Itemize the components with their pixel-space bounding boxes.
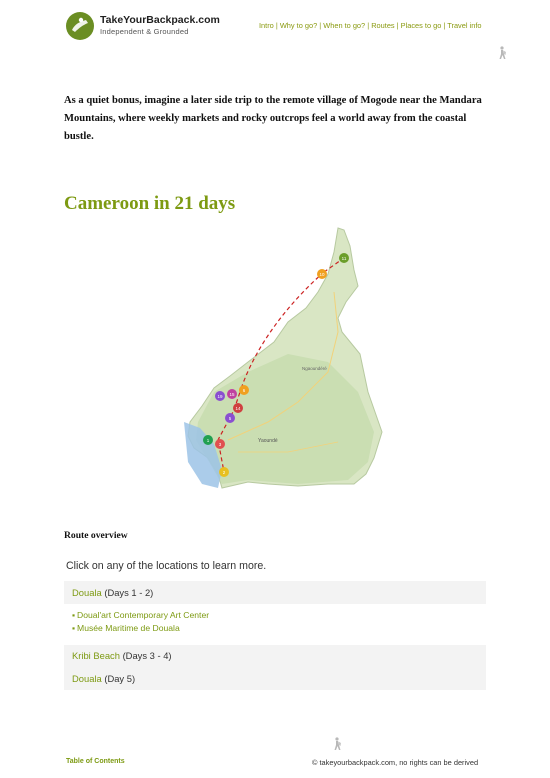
route-stop[interactable] [64,667,486,690]
hiker-icon [331,737,343,751]
svg-text:19: 19 [217,394,223,399]
nav-places-to-go[interactable]: Places to go [400,21,442,30]
map-marker[interactable] [339,253,349,263]
hiker-icon [496,46,508,60]
nav-travel-info[interactable]: Travel info [447,21,482,30]
route-map[interactable] [178,222,388,510]
route-hint: Click on any of the locations to learn more. [66,560,267,572]
brand-tagline: Independent & Grounded [100,27,189,36]
map-marker[interactable] [215,391,225,401]
stop-place-link[interactable]: Kribi Beach [72,650,120,661]
stop-place-link[interactable]: Douala [72,587,102,598]
svg-text:6: 6 [242,388,246,393]
map-marker[interactable] [203,435,213,445]
map-marker[interactable] [317,269,327,279]
map-marker[interactable] [239,385,249,395]
svg-text:15: 15 [229,392,235,397]
subitem-link[interactable]: ▪ Musée Maritime de Douala [72,623,180,633]
bullet-icon: ▪ [72,610,76,620]
bullet-icon: ▪ [72,623,76,633]
svg-text:14: 14 [235,406,241,411]
section-title: Cameroon in 21 days [64,193,236,214]
nav-when-to-go[interactable]: When to go? [323,21,366,30]
svg-text:5: 5 [228,416,232,421]
stop-subitems [72,609,209,635]
route-overview-heading: Route overview [64,530,128,541]
copyright-text: © takeyourbackpack.com, no rights can be derived [312,758,479,767]
nav-why-to-go[interactable]: Why to go? [279,21,318,30]
route-stop[interactable] [64,645,486,667]
map-marker[interactable] [215,439,225,449]
map-label-yaounde: Yaoundé [258,438,278,444]
map-marker[interactable] [219,467,229,477]
svg-text:10: 10 [319,272,325,277]
brand-name[interactable]: TakeYourBackpack.com [100,14,220,26]
stop-days: (Day 5) [104,673,136,684]
map-label-ngaoundere: Ngaoundéré [302,366,327,371]
stop-place-link[interactable]: Douala [72,673,102,684]
svg-text:2: 2 [222,470,226,475]
subitem-link[interactable]: ▪ Doual'art Contemporary Art Center [72,610,210,620]
top-navigation: Intro | Why to go? | When to go? | Routes | Places to go | Travel info [259,21,482,30]
table-of-contents-link[interactable]: Table of Contents [66,758,125,765]
svg-text:3: 3 [218,442,222,447]
map-marker[interactable] [225,413,235,423]
route-stop[interactable] [64,581,486,604]
map-marker[interactable] [227,389,237,399]
logo-icon[interactable] [66,12,94,40]
stop-days: (Days 3 - 4) [122,650,172,661]
intro-paragraph: As a quiet bonus, imagine a later side trip to the remote village of Mogode near the Mandara Mountains, where weekly markets and rocky outcrops feel a world away from the coastal bustle. [64,95,482,142]
stop-days: (Days 1 - 2) [104,587,154,598]
page-header [0,0,550,44]
svg-text:11: 11 [341,256,347,261]
nav-routes[interactable]: Routes [371,21,395,30]
map-marker[interactable] [233,403,243,413]
svg-text:1: 1 [206,438,210,443]
nav-intro[interactable]: Intro [259,21,274,30]
